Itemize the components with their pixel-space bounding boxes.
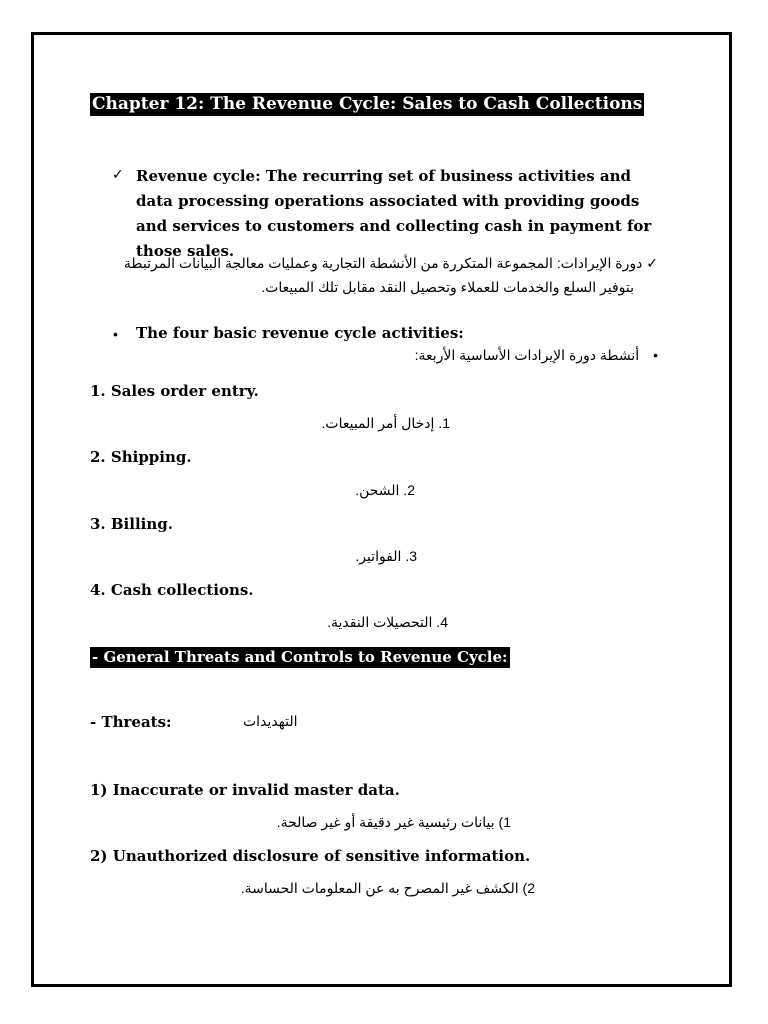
definition-arabic-line-2: بتوفير السلع والخدمات للعملاء وتحصيل النقد مقابل تلك المبيعات. — [261, 279, 634, 295]
activity-item-english: 1. Sales order entry. — [90, 382, 259, 400]
activity-item-arabic: 4. التحصيلات النقدية. — [327, 614, 448, 630]
threat-item-arabic: 2) الكشف غير المصرح به عن المعلومات الحساسة. — [240, 880, 535, 896]
bullet-icon: • — [113, 326, 118, 342]
definition-english: Revenue cycle: The recurring set of business activities and data processing operations associated with providing goods and services to customers and collecting cash in payment for those sales. — [136, 167, 652, 260]
chapter-title-text: Chapter 12: The Revenue Cycle: Sales to Cash Collections — [92, 94, 643, 114]
threat-item-english: 1) Inaccurate or invalid master data. — [90, 781, 400, 799]
bullet-icon: • — [653, 347, 658, 363]
activity-item-english: 4. Cash collections. — [90, 581, 254, 599]
chapter-title — [90, 94, 644, 114]
activity-item-english: 3. Billing. — [90, 515, 173, 533]
threat-item-english: 2) Unauthorized disclosure of sensitive information. — [90, 847, 531, 865]
activity-item-arabic: 1. إدخال أمر المبيعات. — [321, 415, 450, 431]
threat-item-arabic: 1) بيانات رئيسية غير دقيقة أو غير صالحة. — [276, 814, 511, 830]
activity-item-english: 2. Shipping. — [90, 448, 192, 466]
activity-item-arabic: 3. الفواتير. — [355, 548, 417, 564]
threats-label: - Threats: — [90, 713, 172, 731]
definition-arabic-line-1: ✓ دورة الإيرادات: المجموعة المتكررة من الأنشطة التجارية وعمليات معالجة البيانات المرتبطة — [123, 255, 658, 271]
activity-item-arabic: 2. الشحن. — [355, 482, 415, 498]
threats-section-heading: - General Threats and Controls to Revenue Cycle: — [92, 648, 508, 666]
checkmark-icon: ✓ — [646, 255, 658, 271]
threats-label-arabic: التهديدات — [243, 713, 298, 729]
activities-heading-arabic: • أنشطة دورة الإيرادات الأساسية الأربعة: — [414, 347, 658, 363]
checkmark-icon: ✓ — [112, 166, 124, 182]
activities-heading-english: The four basic revenue cycle activities: — [136, 324, 464, 342]
